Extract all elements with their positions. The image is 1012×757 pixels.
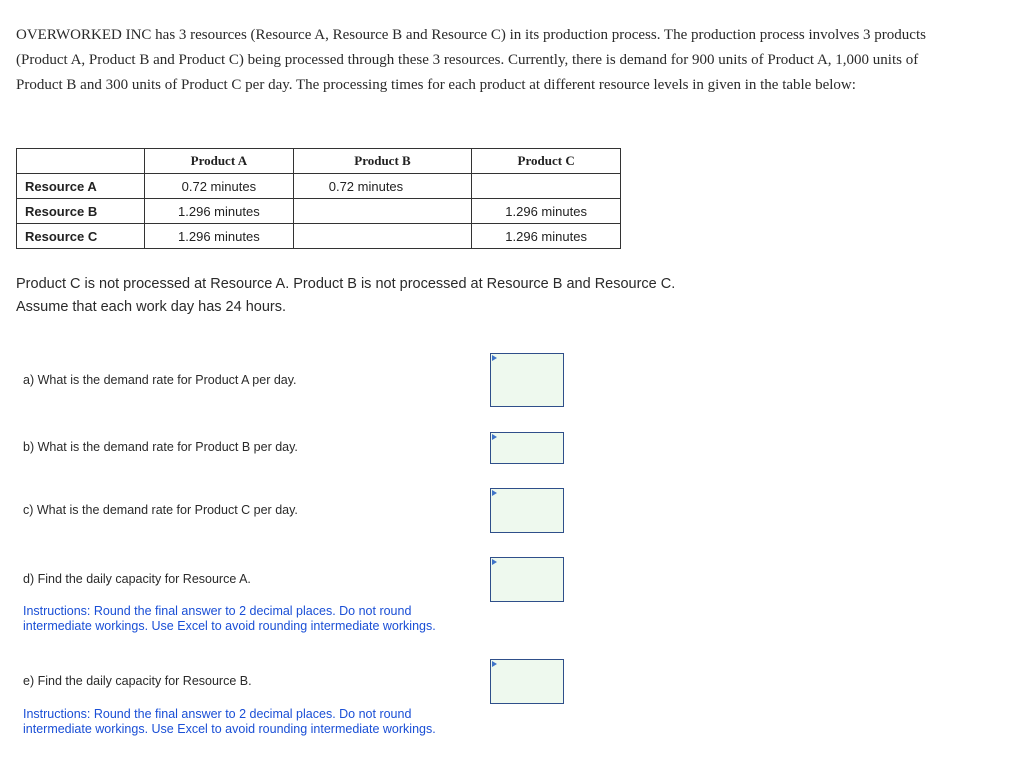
table-header-cell: Product C (472, 149, 621, 174)
table-cell (293, 224, 472, 249)
table-cell: 1.296 minutes (145, 224, 294, 249)
table-cell (293, 199, 472, 224)
table-cell (472, 174, 621, 199)
answer-input-a[interactable] (490, 353, 564, 407)
question-c: c) What is the demand rate for Product C per day. (23, 503, 298, 517)
table-row (17, 224, 621, 249)
row-label: Resource A (17, 174, 145, 199)
marker-icon (492, 434, 497, 440)
table-header-cell: Product A (145, 149, 294, 174)
notes (16, 273, 675, 319)
note-line: Product C is not processed at Resource A. Product B is not processed at Resource B and Resource C. (16, 276, 676, 292)
table-cell: 0.72 minutes (145, 174, 294, 199)
note-line: Assume that each work day has 24 hours. (16, 299, 287, 315)
answer-input-e[interactable] (490, 659, 564, 704)
table-header-cell (17, 149, 145, 174)
question-b: b) What is the demand rate for Product B per day. (23, 440, 298, 454)
answer-input-c[interactable] (490, 488, 564, 533)
table-header-cell: Product B (293, 149, 472, 174)
table-cell: 1.296 minutes (472, 199, 621, 224)
instructions-e: Instructions: Round the final answer to 2 decimal places. Do not round intermediate workings. Use Excel to avoid rounding intermediate workings. (23, 707, 436, 736)
answer-input-b[interactable] (490, 432, 564, 464)
marker-icon (492, 355, 497, 361)
marker-icon (492, 490, 497, 496)
question-a: a) What is the demand rate for Product A per day. (23, 373, 297, 387)
table-cell: 1.296 minutes (472, 224, 621, 249)
table-row (17, 174, 621, 199)
row-label: Resource B (17, 199, 145, 224)
table-row (17, 199, 621, 224)
instructions-d: Instructions: Round the final answer to 2 decimal places. Do not round intermediate workings. Use Excel to avoid rounding intermediate workings. (23, 604, 436, 633)
table-header-row (17, 149, 621, 174)
question-e: e) Find the daily capacity for Resource B. (23, 674, 252, 688)
table-cell: 1.296 minutes (145, 199, 294, 224)
answer-input-d[interactable] (490, 557, 564, 602)
row-label: Resource C (17, 224, 145, 249)
processing-times-table (16, 148, 621, 249)
table-cell: 0.72 minutes (293, 174, 472, 199)
marker-icon (492, 661, 497, 667)
problem-statement: OVERWORKED INC has 3 resources (Resource A, Resource B and Resource C) in its production process. The production process involves 3 products (Product A, Product B and Product C) being processed through these 3 resources. Currently, there is demand for 900 units of Product A, 1,000 units of Product B and 300 units of Product C per day. The processing times for each product at different resource levels in given in the table below: (16, 27, 926, 93)
marker-icon (492, 559, 497, 565)
question-d: d) Find the daily capacity for Resource A. (23, 572, 251, 586)
